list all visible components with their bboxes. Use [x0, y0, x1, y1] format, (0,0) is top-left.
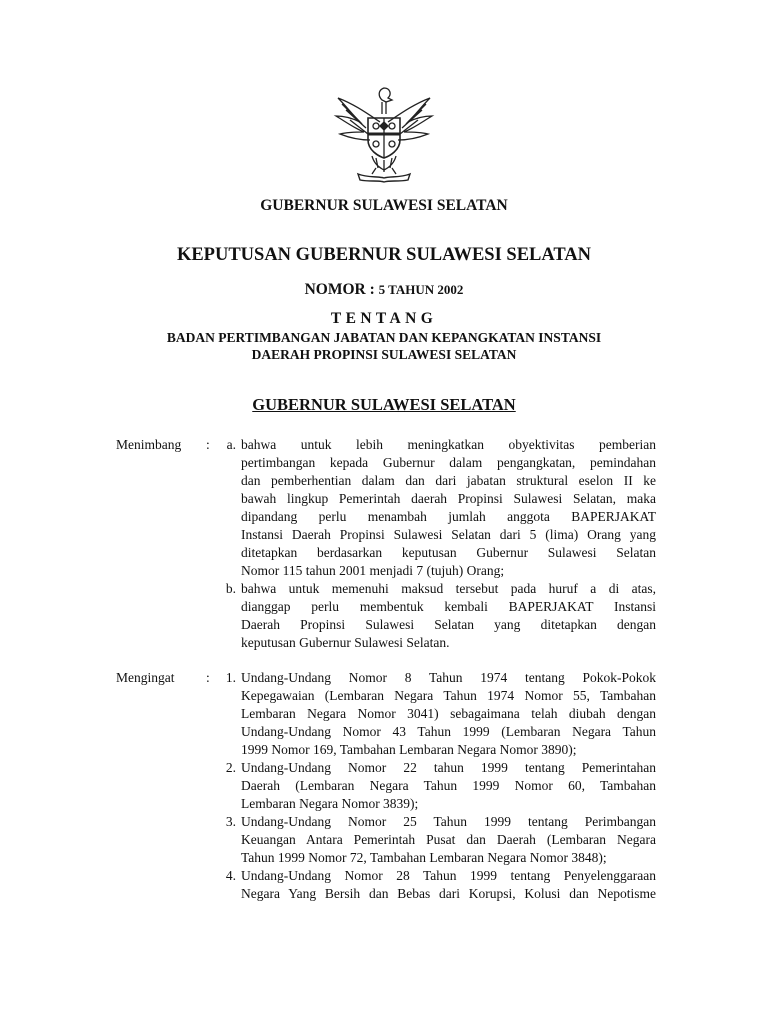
text-line: 1999 Nomor 169, Tambahan Lembaran Negara Nomor 3890);	[241, 742, 577, 757]
text-line: Tahun 1999 Nomor 72, Tambahan Lembaran Negara Nomor 3848);	[241, 850, 607, 865]
mengingat-marker-1: 1.	[225, 670, 236, 685]
document-title: KEPUTUSAN GUBERNUR SULAWESI SELATAN	[176, 245, 592, 265]
subject-line-1: BADAN PERTIMBANGAN JABATAN DAN KEPANGKATAN INSTANSI	[166, 330, 602, 345]
text-line: Daerah Propinsi Sulawesi Selatan yang ditetapkan dengan	[241, 617, 656, 632]
text-line: bahwa untuk lebih meningkatkan obyektivitas pemberian	[241, 437, 656, 452]
mengingat-label: Mengingat	[116, 670, 175, 685]
text-line: Keuangan Antara Pemerintah Pusat dan Daerah (Lembaran Negara	[241, 832, 656, 847]
garuda-pancasila-emblem-icon	[332, 84, 436, 184]
mengingat-colon: :	[206, 670, 210, 685]
mengingat-item-1	[241, 669, 656, 759]
tentang-heading: TENTANG	[330, 310, 438, 327]
nomor-value: 5 TAHUN 2002	[378, 282, 464, 297]
menimbang-item-b	[241, 580, 656, 652]
text-line: Lembaran Negara Nomor 3041) sebagaimana telah diubah dengan	[241, 706, 656, 721]
text-line: Undang-Undang Nomor 22 tahun 1999 tentang Pemerintahan	[241, 760, 656, 775]
text-line: Kepegawaian (Lembaran Negara Tahun 1974 Nomor 55, Tambahan	[241, 688, 656, 703]
text-line: Undang-Undang Nomor 8 Tahun 1974 tentang Pokok-Pokok	[241, 670, 656, 685]
mengingat-marker-4: 4.	[225, 868, 236, 883]
menimbang-marker-b: b.	[225, 581, 236, 596]
governor-heading: GUBERNUR SULAWESI SELATAN	[252, 395, 516, 414]
text-line: keputusan Gubernur Sulawesi Selatan.	[241, 635, 450, 650]
issuer-heading: GUBERNUR SULAWESI SELATAN	[260, 197, 508, 214]
nomor-label: NOMOR :	[304, 281, 375, 298]
text-line: Lembaran Negara Nomor 3839);	[241, 796, 419, 811]
text-line: Nomor 115 tahun 2001 menjadi 7 (tujuh) Orang;	[241, 563, 505, 578]
text-line: Undang-Undang Nomor 43 Tahun 1999 (Lembaran Negara Tahun	[241, 724, 656, 739]
mengingat-marker-3: 3.	[225, 814, 236, 829]
document-number	[0, 281, 768, 299]
mengingat-marker-2: 2.	[225, 760, 236, 775]
menimbang-marker-a: a.	[226, 437, 236, 452]
text-line: bawah lingkup Pemerintah daerah Propinsi Sulawesi Selatan, maka	[241, 491, 656, 506]
menimbang-label: Menimbang	[116, 437, 182, 452]
menimbang-colon: :	[206, 437, 210, 452]
text-line: Undang-Undang Nomor 25 Tahun 1999 tentang Perimbangan	[241, 814, 656, 829]
text-line: Negara Yang Bersih dan Bebas dari Korupsi, Kolusi dan Nepotisme	[241, 886, 656, 901]
mengingat-item-3	[241, 813, 656, 867]
text-line: Undang-Undang Nomor 28 Tahun 1999 tentang Penyelenggaraan	[241, 868, 656, 883]
text-line: Instansi Daerah Propinsi Sulawesi Selatan dari 5 (lima) Orang yang	[241, 527, 656, 542]
text-line: dan pemberhentian dalam dan dari jabatan struktural eselon II ke	[241, 473, 656, 488]
mengingat-item-2	[241, 759, 656, 813]
text-line: bahwa untuk memenuhi maksud tersebut pada huruf a di atas,	[241, 581, 656, 596]
text-line: ditetapkan berdasarkan keputusan Gubernur Sulawesi Selatan	[241, 545, 656, 560]
text-line: pertimbangan kepada Gubernur dalam pengangkatan, pemindahan	[241, 455, 656, 470]
text-line: Daerah (Lembaran Negara Tahun 1999 Nomor 60, Tambahan	[241, 778, 656, 793]
subject-line-2: DAERAH PROPINSI SULAWESI SELATAN	[251, 347, 517, 362]
mengingat-item-4	[241, 867, 656, 903]
text-line: dianggap perlu membentuk kembali BAPERJAKAT Instansi	[241, 599, 656, 614]
menimbang-item-a	[241, 436, 656, 580]
text-line: dipandang perlu menambah jumlah anggota BAPERJAKAT	[241, 509, 656, 524]
